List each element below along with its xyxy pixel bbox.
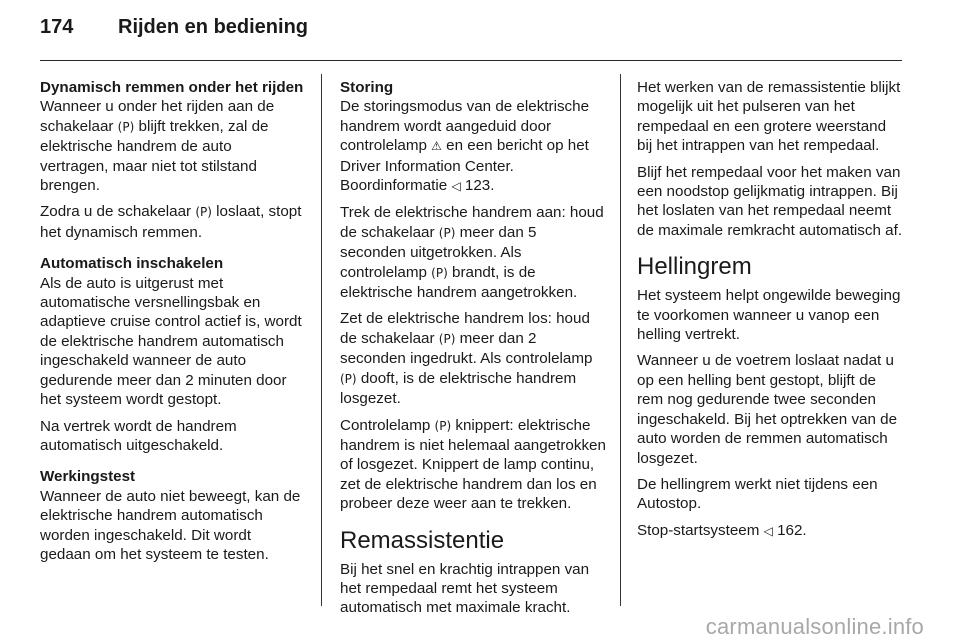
section-dynamic-braking — [40, 78, 304, 242]
section-auto-engage — [40, 254, 304, 455]
paragraph: Wanneer de auto niet beweegt, kan de elektrische handrem automatisch worden ingeschakeld. Dit wordt gedaan om het systeem te testen. — [40, 487, 301, 563]
paragraph — [340, 97, 606, 196]
text: Zet de elektrische handrem los: houd de schakelaar — [340, 310, 590, 347]
text: knippert: elektrische handrem is niet helemaal aangetrokken of losgezet. Knippert de lamp continu, zet de elektrische handrem dan los en probeer deze weer aan te trekken. — [340, 416, 606, 513]
paragraph: Na vertrek wordt de handrem automatisch uitgeschakeld. — [40, 417, 237, 454]
text: meer dan 5 seconden uitgetrokken. Als controlelamp — [340, 223, 537, 281]
subheading: Automatisch inschakelen — [40, 255, 224, 273]
text: brandt, is de elektrische handrem aangetrokken. — [340, 263, 578, 302]
page-title: Rijden en bediening — [118, 16, 309, 38]
warning-lamp-icon: ⚠ — [431, 139, 442, 154]
text: Wanneer u onder het rijden aan de schakelaar — [40, 98, 275, 135]
page-ref-icon: ◁ — [763, 523, 773, 538]
park-brake-icon: (P) — [438, 225, 456, 240]
page-header — [40, 16, 308, 56]
paragraph — [340, 203, 606, 302]
paragraph: Wanneer u de voetrem loslaat nadat u op een helling bent gestopt, blijft de rem nog gedurende twee seconden ingeschakeld. Bij het optrekken van de auto worden de remmen automatisch losgezet. — [637, 352, 898, 467]
column-2 — [340, 78, 606, 625]
page-number: 174 — [40, 16, 74, 38]
paragraph — [637, 521, 905, 541]
text: loslaat, stopt het dynamisch remmen. — [40, 203, 302, 241]
header-rule — [40, 60, 902, 61]
subheading: Dynamisch remmen onder het rijden — [40, 79, 304, 96]
text: Zodra u de schakelaar — [40, 203, 196, 221]
text: en een bericht op het Driver Information Center. Boordinformatie — [340, 137, 589, 195]
paragraph: Bij het snel en krachtig intrappen van het rempedaal remt het systeem automatisch met maximale kracht. — [340, 560, 590, 617]
park-brake-icon: (P) — [340, 371, 357, 386]
park-brake-icon: (P) — [434, 418, 452, 433]
text: blijft trekken, zal de elektrische handrem de auto vertragen, maar niet tot stilstand brengen. — [40, 117, 269, 195]
paragraph: Het systeem helpt ongewilde beweging te voorkomen wanneer u vanop een helling vertrekt. — [637, 287, 901, 344]
park-brake-icon: (P) — [195, 205, 212, 220]
park-brake-icon: (P) — [431, 265, 448, 280]
paragraph — [40, 97, 304, 195]
text: dooft, is de elektrische handrem losgezet. — [340, 369, 577, 408]
text: Trek de elektrische handrem aan: houd de schakelaar — [340, 204, 604, 241]
paragraph: Het werken van de remassistentie blijkt mogelijk uit het pulseren van het rempedaal en een grotere weerstand bij het intrappen van het rempedaal. — [637, 79, 901, 155]
text: meer dan 2 seconden ingedrukt. Als controlelamp — [340, 329, 593, 368]
paragraph — [340, 309, 606, 408]
subheading: Storing — [340, 79, 394, 96]
section-heading: Hellingrem — [637, 253, 752, 281]
text: . — [490, 177, 495, 195]
text: Stop-startsysteem — [637, 521, 764, 539]
paragraph: De hellingrem werkt niet tijdens een Autostop. — [637, 475, 878, 513]
page-reference[interactable]: 123 — [464, 177, 491, 195]
paragraph: Als de auto is uitgerust met automatische versnellingsbak en adaptieve cruise control actief is, wordt de elektrische handrem automatisch ingeschakeld wanneer de auto gedurende meer dan 2 minuten door het systeem wordt gestopt. — [40, 274, 302, 409]
text: Controlelamp — [340, 416, 435, 434]
column-divider — [321, 74, 322, 606]
park-brake-icon: (P) — [438, 331, 456, 346]
page-reference[interactable]: 162 — [777, 521, 803, 539]
watermark: carmanualsonline.info — [705, 614, 924, 639]
paragraph — [340, 416, 606, 514]
section-function-test — [40, 467, 304, 564]
section-heading: Remassistentie — [340, 526, 505, 554]
park-brake-icon: (P) — [117, 119, 135, 134]
column-divider — [620, 74, 621, 606]
column-1 — [40, 78, 304, 576]
column-3 — [637, 78, 905, 548]
subheading: Werkingstest — [40, 468, 136, 486]
page-ref-icon: ◁ — [451, 179, 461, 194]
text: . — [802, 521, 807, 539]
text: De storingsmodus van de elektrische handrem wordt aangeduid door controlelamp — [340, 98, 590, 155]
paragraph — [40, 202, 304, 242]
paragraph: Blijf het rempedaal voor het maken van een noodstop gelijkmatig intrappen. Bij het loslaten van het rempedaal neemt de maximale remkracht automatisch af. — [637, 163, 903, 239]
